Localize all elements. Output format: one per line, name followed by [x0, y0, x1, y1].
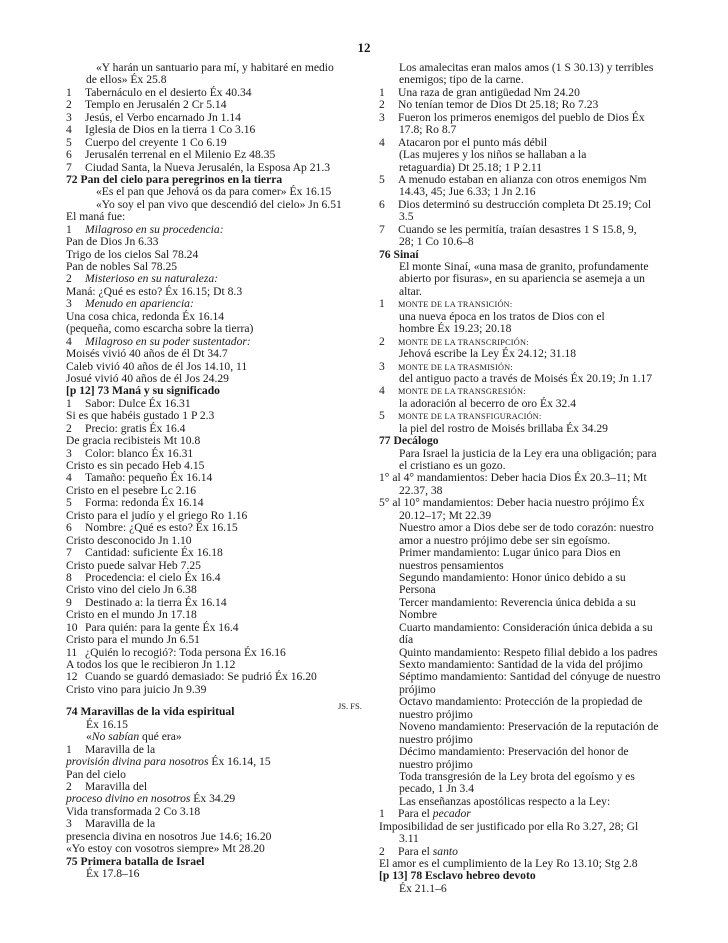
- item-number: 8: [66, 570, 72, 584]
- line-text: Cuarto mandamiento: Consideración única debida a su: [399, 620, 653, 634]
- line-text: Cantidad: suficiente Éx 16.18: [85, 546, 223, 560]
- line-text: Trigo de los cielos Sal 78.24: [66, 247, 199, 261]
- line-text: Caleb vivió 40 años de él Jos 14.10, 11: [66, 359, 248, 373]
- line-text: Color: blanco Éx 16.31: [85, 446, 194, 460]
- line-text: Persona: [399, 583, 436, 597]
- text-line: [379, 348, 679, 360]
- line-text: Pan de Dios Jn 6.33: [66, 235, 159, 249]
- line-text: Iglesia de Dios en la tierra 1 Co 3.16: [85, 123, 256, 137]
- line-text: Octavo mandamiento: Protección de la propiedad de: [399, 695, 643, 709]
- line-text: 20.12–17; Mt 22.39: [399, 508, 492, 522]
- line-text: Jehová escribe la Ley Éx 24.12; 31.18: [399, 347, 577, 361]
- line-text: MONTE DE LA TRANSFIGURACIÓN:: [398, 412, 542, 422]
- line-text: la piel del rostro de Moisés brillaba Éx 34.29: [399, 421, 608, 435]
- line-text: Éx 17.8–16: [86, 867, 140, 880]
- line-text: Templo en Jerusalén 2 Cr 5.14: [85, 98, 227, 112]
- item-number: 4: [379, 384, 385, 398]
- line-text: Cristo vino del cielo Jn 6.38: [66, 583, 197, 597]
- line-text: provisión divina para nosotros Éx 16.14, 15: [66, 755, 271, 769]
- line-text: Vida transformada 2 Co 3.18: [66, 804, 201, 818]
- line-text: «Yo soy el pan vivo que descendió del cielo» Jn 6.51: [96, 197, 342, 211]
- item-number: 1: [66, 85, 72, 99]
- text-line: [379, 236, 679, 248]
- line-text: Tabernáculo en el desierto Éx 40.34: [85, 85, 252, 99]
- line-text: 74 Maravillas de la vida espiritual: [66, 705, 235, 719]
- line-text: Las enseñanzas apostólicas respecto a la Ley:: [399, 794, 611, 808]
- line-text: Cristo en el pesebre Lc 2.16: [66, 483, 197, 497]
- line-text: MONTE DE LA TRANSICIÓN:: [398, 300, 513, 310]
- line-text: Cristo vino para juicio Jn 9.39: [66, 682, 207, 696]
- line-text: Procedencia: el cielo Éx 16.4: [85, 570, 221, 584]
- item-number: 10: [66, 620, 78, 634]
- line-text: Para el santo: [398, 844, 458, 858]
- line-text: Éx 21.1–6: [399, 881, 447, 895]
- item-number: 2: [66, 272, 72, 286]
- item-number: 6: [66, 521, 72, 535]
- item-number: 2: [66, 779, 72, 793]
- item-number: 3: [66, 817, 72, 831]
- line-text: 76 Sinaí: [379, 247, 419, 261]
- line-text: Noveno mandamiento: Preservación de la reputación de: [399, 720, 659, 734]
- line-text: «No sabían qué era»: [86, 730, 182, 744]
- line-text: el cristiano es un gozo.: [399, 459, 506, 472]
- line-text: A menudo estaban en alianza con otros enemigos Nm: [398, 172, 647, 186]
- item-number: 6: [66, 148, 72, 162]
- line-text: Para quién: para la gente Éx 16.4: [85, 620, 239, 634]
- line-text: 3.5: [399, 210, 414, 224]
- item-number: 4: [66, 471, 72, 485]
- item-number: 3: [379, 110, 385, 124]
- line-text: 75 Primera batalla de Israel: [66, 854, 205, 868]
- item-number: 5: [379, 409, 385, 423]
- item-number: 1: [379, 85, 385, 99]
- line-text: Séptimo mandamiento: Santidad del cónyuge de nuestro: [399, 670, 661, 684]
- line-text: nuestro prójimo: [399, 732, 473, 746]
- item-number: 1: [66, 222, 72, 236]
- text-line: [66, 684, 366, 696]
- item-number: 4: [379, 135, 385, 149]
- line-text: El maná fue:: [66, 210, 126, 224]
- item-number: 7: [379, 222, 385, 236]
- line-text: El amor es el cumplimiento de la Ley Ro 13.10; Stg 2.8: [379, 857, 638, 870]
- line-text: Maná: ¿Qué es esto? Éx 16.15; Dt 8.3: [66, 284, 243, 298]
- line-text: Jesús, el Verbo encarnado Jn 1.14: [85, 110, 241, 124]
- line-text: Sexto mandamiento: Santidad de la vida del prójimo: [399, 658, 643, 671]
- item-number: 12: [66, 670, 78, 684]
- line-text: 1° al 4° mandamientos: Deber hacia Dios Éx 20.3–11; Mt: [379, 471, 647, 485]
- line-text: Atacaron por el punto más débil: [398, 135, 548, 149]
- page-number: 12: [357, 40, 371, 55]
- item-number: 3: [66, 446, 72, 460]
- line-text: Forma: redonda Éx 16.14: [85, 496, 204, 510]
- line-text: abierto por fisuras», en su apariencia se asemeja a un: [399, 272, 645, 286]
- line-text: Destinado a: la tierra Éx 16.14: [85, 595, 227, 609]
- line-text: Una cosa chica, redonda Éx 16.14: [66, 309, 225, 323]
- line-text: Cristo en el mundo Jn 17.18: [66, 608, 197, 622]
- line-text: Cristo para el mundo Jn 6.51: [66, 633, 200, 647]
- line-text: «Y harán un santuario para mí, y habitaré en medio: [96, 61, 334, 74]
- text-line: [379, 373, 679, 385]
- line-text: Primer mandamiento: Lugar único para Dios en: [399, 546, 621, 560]
- line-text: de ellos» Éx 25.8: [86, 73, 167, 87]
- line-text: hombre Éx 19.23; 20.18: [399, 322, 512, 336]
- item-number: 1: [379, 297, 385, 311]
- item-number: 3: [66, 297, 72, 311]
- item-number: 11: [66, 645, 78, 659]
- line-text: retaguardia) Dt 25.18; 1 P 2.11: [399, 160, 543, 174]
- item-number: 2: [379, 844, 385, 858]
- line-text: Pan del cielo: [66, 767, 126, 781]
- line-text: 28; 1 Co 10.6–8: [399, 235, 474, 249]
- line-text: Nombre: ¿Qué es esto? Éx 16.15: [85, 521, 238, 535]
- item-number: 2: [379, 98, 385, 112]
- line-text: [p 12] 73 Maná y su significado: [66, 384, 220, 398]
- item-number: 5: [379, 172, 385, 186]
- line-text: una nueva época en los tratos de Dios con el: [399, 309, 605, 323]
- line-text: Josué vivió 40 años de él Jos 24.29: [66, 371, 229, 385]
- item-number: 4: [66, 334, 72, 348]
- item-number: 7: [66, 160, 72, 174]
- item-number: 3: [66, 110, 72, 124]
- line-text: 14.43, 45; Jue 6.33; 1 Jn 2.16: [399, 185, 536, 199]
- line-text: presencia divina en nosotros Jue 14.6; 16.20: [66, 829, 272, 843]
- item-number: 1: [379, 807, 385, 821]
- line-text: la adoración al becerro de oro Éx 32.4: [399, 396, 577, 410]
- line-text: «Yo estoy con vosotros siempre» Mt 28.20: [66, 842, 265, 856]
- line-text: Ciudad Santa, la Nueva Jerusalén, la Esposa Ap 21.3: [85, 160, 331, 174]
- line-text: Milagroso en su poder sustentador:: [85, 334, 251, 348]
- line-text: enemigos; tipo de la carne.: [399, 73, 524, 87]
- line-text: [p 13] 78 Esclavo hebreo devoto: [379, 869, 536, 883]
- item-number: 4: [66, 123, 72, 137]
- text-line: [379, 323, 679, 335]
- line-text: Cristo puede salvar Heb 7.25: [66, 558, 201, 572]
- line-text: Quinto mandamiento: Respeto filial debido a los padres: [399, 645, 658, 659]
- line-text: Precio: gratis Éx 16.4: [85, 421, 186, 435]
- line-text: Maravilla de la: [85, 742, 156, 756]
- line-text: Moisés vivió 40 años de él Dt 34.7: [66, 347, 228, 361]
- line-text: A todos los que le recibieron Jn 1.12: [66, 658, 236, 671]
- line-text: Los amalecitas eran malos amos (1 S 30.13) y terribles: [399, 61, 654, 74]
- line-text: prójimo: [399, 682, 436, 696]
- text-line: [379, 883, 679, 895]
- left-column: [66, 62, 366, 880]
- line-text: nuestro prójimo: [399, 707, 473, 721]
- line-text: Pan de nobles Sal 78.25: [66, 260, 178, 273]
- line-text: Cuerpo del creyente 1 Co 6.19: [85, 135, 227, 149]
- item-number: 5: [66, 135, 72, 149]
- line-text: Fueron los primeros enemigos del pueblo de Dios Éx: [398, 110, 645, 124]
- line-text: nuestro prójimo: [399, 757, 473, 771]
- line-text: pecado, 1 Jn 3.4: [399, 782, 475, 796]
- line-text: Maravilla de la: [85, 817, 156, 831]
- item-number: 3: [379, 359, 385, 373]
- line-text: Dios determinó su destrucción completa Dt 25.19; Col: [398, 197, 652, 211]
- line-text: «Es el pan que Jehová os da para comer» Éx 16.15: [96, 185, 332, 199]
- line-text: día: [399, 633, 414, 647]
- item-number: 6: [379, 197, 385, 211]
- line-text: ¿Quién lo recogió?: Toda persona Éx 16.16: [85, 645, 286, 659]
- item-number: 2: [66, 421, 72, 435]
- line-text: (Las mujeres y los niños se hallaban a la: [399, 148, 587, 162]
- text-line: [379, 398, 679, 410]
- signature-mark: JS. FS.: [338, 701, 362, 711]
- text-line: [379, 199, 679, 211]
- item-number: 2: [66, 98, 72, 112]
- text-line: [379, 821, 679, 833]
- line-text: del antiguo pacto a través de Moisés Éx 20.19; Jn 1.17: [399, 371, 653, 385]
- line-text: Cristo es sin pecado Heb 4.15: [66, 459, 205, 472]
- line-text: Tamaño: pequeño Éx 16.14: [85, 471, 213, 485]
- item-number: 9: [66, 595, 72, 609]
- line-text: No tenían temor de Dios Dt 25.18; Ro 7.23: [398, 98, 599, 112]
- item-number: 2: [379, 334, 385, 348]
- line-text: Maravilla del: [85, 779, 148, 793]
- text-line: [379, 286, 679, 298]
- line-text: De gracia recibisteis Mt 10.8: [66, 434, 201, 448]
- line-text: Cuando se les permitía, traían desastres 1 S 15.8, 9,: [398, 222, 637, 236]
- line-text: amor a nuestro prójimo debe ser sin egoísmo.: [399, 533, 611, 547]
- line-text: Para Israel la justicia de la Ley era una obligación; para: [399, 446, 657, 460]
- item-number: 5: [66, 496, 72, 510]
- line-text: Nombre: [399, 608, 437, 622]
- line-text: Imposibilidad de ser justificado por ella Ro 3.27, 28; Gl: [379, 819, 639, 833]
- right-column: [379, 62, 679, 895]
- item-number: 1: [66, 742, 72, 756]
- text-line: [379, 622, 679, 634]
- line-text: 77 Decálogo: [379, 434, 439, 448]
- line-text: Segundo mandamiento: Honor único debido a su: [399, 570, 626, 584]
- line-text: Milagroso en su procedencia:: [85, 222, 224, 236]
- line-text: 72 Pan del cielo para peregrinos en la tierra: [66, 172, 283, 186]
- text-line: [379, 273, 679, 285]
- line-text: MONTE DE LA TRASMISIÓN:: [398, 362, 513, 372]
- item-number: 7: [66, 546, 72, 560]
- line-text: proceso divino en nosotros Éx 34.29: [66, 792, 236, 806]
- line-text: Cuando se guardó demasiado: Se pudrió Éx 16.20: [85, 670, 317, 684]
- line-text: Nuestro amor a Dios debe ser de todo corazón: nuestro: [399, 521, 654, 535]
- line-text: 17.8; Ro 8.7: [399, 123, 457, 137]
- line-text: 5° al 10° mandamientos: Deber hacia nuestro prójimo Éx: [379, 496, 645, 510]
- line-text: Si es que habéis gustado 1 P 2.3: [66, 409, 215, 423]
- item-number: 1: [66, 396, 72, 410]
- line-text: 22.37, 38: [399, 483, 443, 497]
- line-text: nuestros pensamientos: [399, 558, 504, 572]
- line-text: Décimo mandamiento: Preservación del honor de: [399, 745, 629, 759]
- line-text: Una raza de gran antigüedad Nm 24.20: [398, 85, 580, 99]
- line-text: Misterioso en su naturaleza:: [85, 272, 218, 286]
- line-text: Tercer mandamiento: Reverencia única debida a su: [399, 595, 636, 609]
- line-text: (pequeña, como escarcha sobre la tierra): [66, 322, 254, 336]
- line-text: altar.: [399, 284, 422, 298]
- line-text: MONTE DE LA TRANSGRESIÓN:: [398, 387, 526, 397]
- line-text: Menudo en apariencia:: [85, 297, 194, 311]
- line-text: Para el pecador: [398, 807, 471, 821]
- line-text: Toda transgresión de la Ley brota del egoísmo y es: [399, 769, 635, 783]
- line-text: Cristo para el judío y el griego Ro 1.16: [66, 508, 248, 522]
- line-text: 3.11: [399, 832, 419, 846]
- line-text: Jerusalén terrenal en el Milenio Ez 48.35: [85, 148, 276, 162]
- line-text: Cristo desconocido Jn 1.10: [66, 533, 192, 547]
- line-text: MONTE DE LA TRANSCRIPCIÓN:: [398, 337, 529, 347]
- line-text: El monte Sinaí, «una masa de granito, profundamente: [399, 260, 649, 273]
- line-text: Sabor: Dulce Éx 16.31: [85, 396, 191, 410]
- text-line: [66, 868, 366, 880]
- line-text: Éx 16.15: [86, 717, 128, 731]
